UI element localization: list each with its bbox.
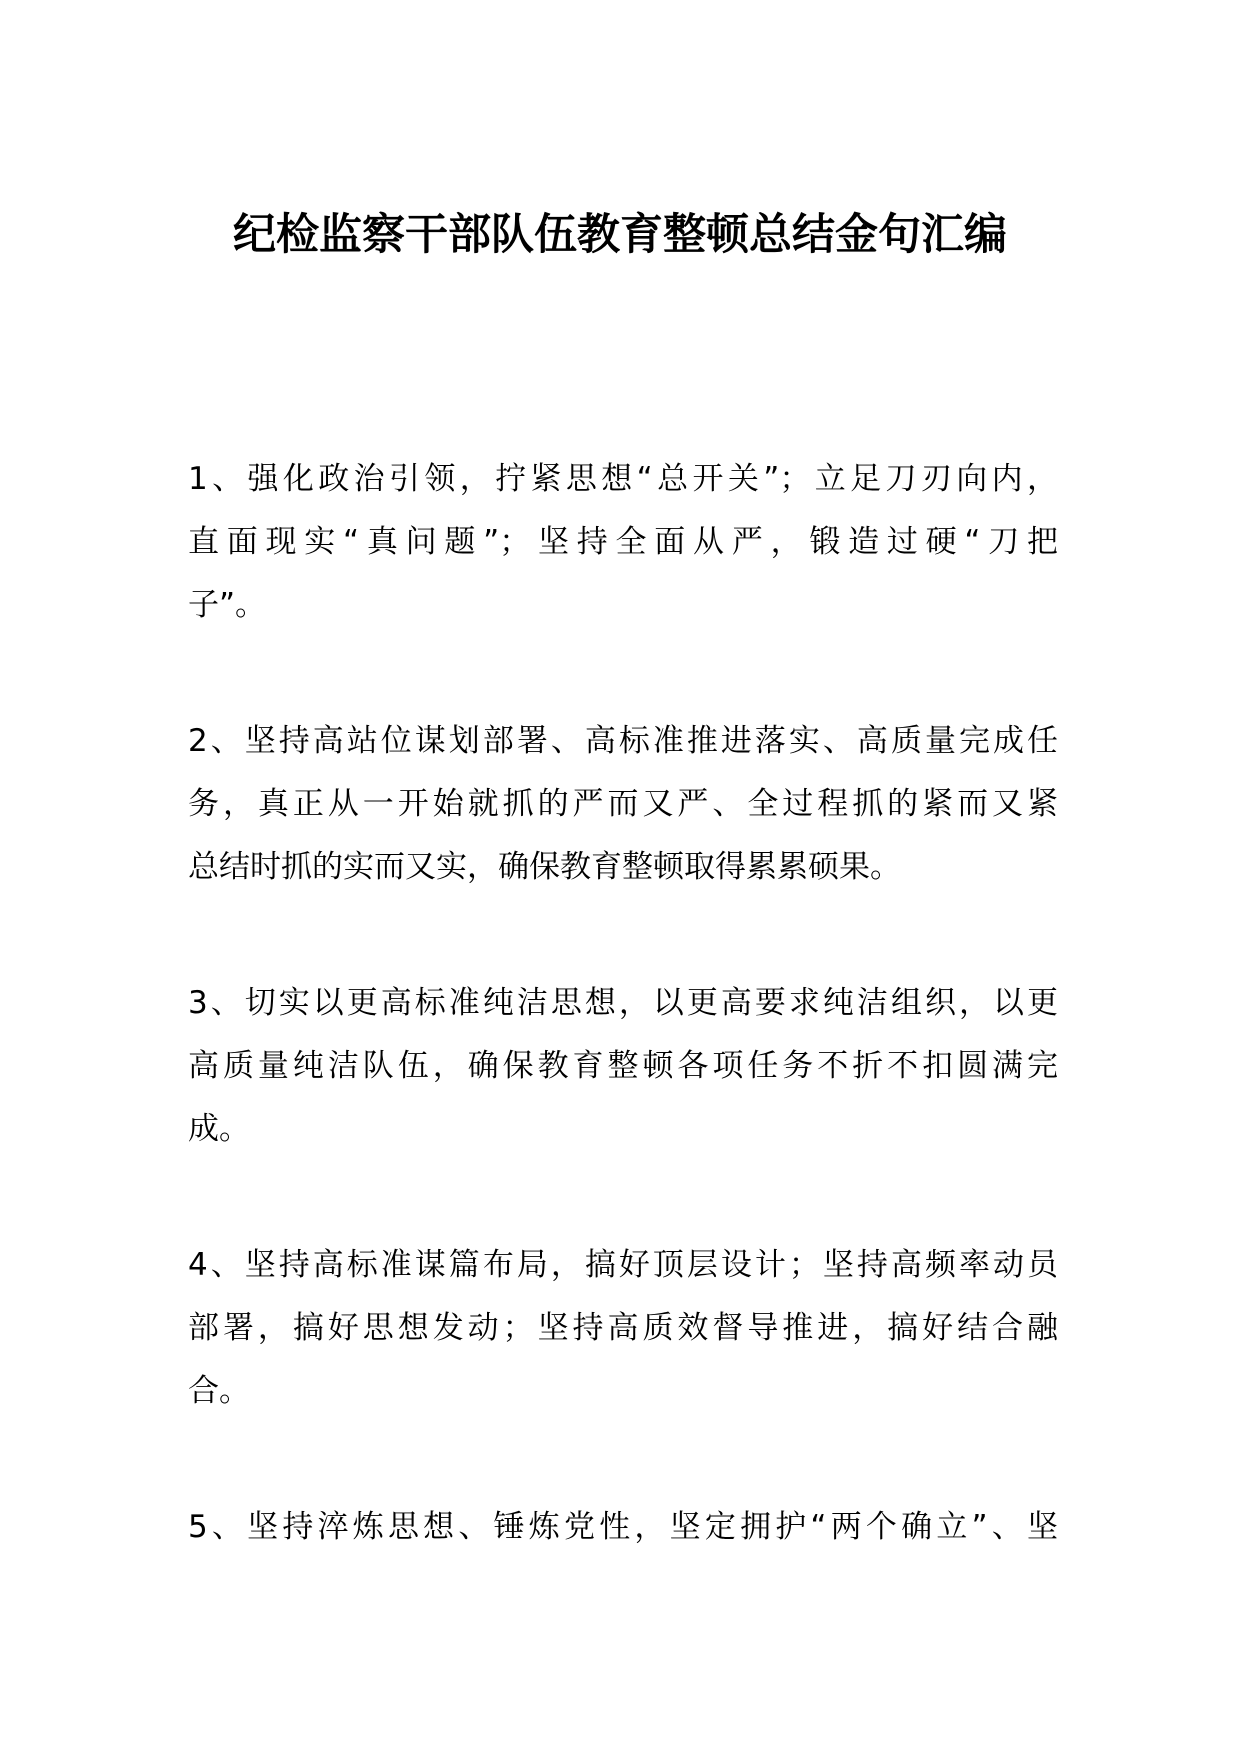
paragraph-line: 务，真正从一开始就抓的严而又严、全过程抓的紧而又紧 xyxy=(188,786,1058,822)
paragraph-line: 1、强化政治引领，拧紧思想“总开关”；立足刀刃向内， xyxy=(188,461,1058,497)
paragraph-line: 部署，搞好思想发动；坚持高质效督导推进，搞好结合融 xyxy=(188,1310,1058,1346)
paragraph-5 xyxy=(188,1496,1058,1559)
paragraph-line: 2、坚持高站位谋划部署、高标准推进落实、高质量完成任 xyxy=(188,723,1058,759)
paragraph-line: 直面现实“真问题”；坚持全面从严，锻造过硬“刀把 xyxy=(188,524,1058,560)
paragraph-line: 合。 xyxy=(188,1373,250,1409)
paragraph-line: 成。 xyxy=(188,1111,250,1147)
paragraph-line: 5、坚持淬炼思想、锤炼党性，坚定拥护“两个确立”、坚 xyxy=(188,1509,1058,1545)
paragraph-line: 总结时抓的实而又实，确保教育整顿取得累累硕果。 xyxy=(188,849,901,885)
paragraph-3 xyxy=(188,972,1058,1161)
paragraph-line: 3、切实以更高标准纯洁思想，以更高要求纯洁组织，以更 xyxy=(188,985,1058,1021)
paragraph-4 xyxy=(188,1234,1058,1423)
document-title: 纪检监察干部队伍教育整顿总结金句汇编 xyxy=(233,210,1007,260)
paragraph-line: 4、坚持高标准谋篇布局，搞好顶层设计；坚持高频率动员 xyxy=(188,1247,1058,1283)
paragraph-line: 高质量纯洁队伍，确保教育整顿各项任务不折不扣圆满完 xyxy=(188,1048,1058,1084)
paragraph-2 xyxy=(188,710,1058,899)
paragraph-line: 子”。 xyxy=(188,587,267,623)
paragraph-1 xyxy=(188,448,1058,637)
